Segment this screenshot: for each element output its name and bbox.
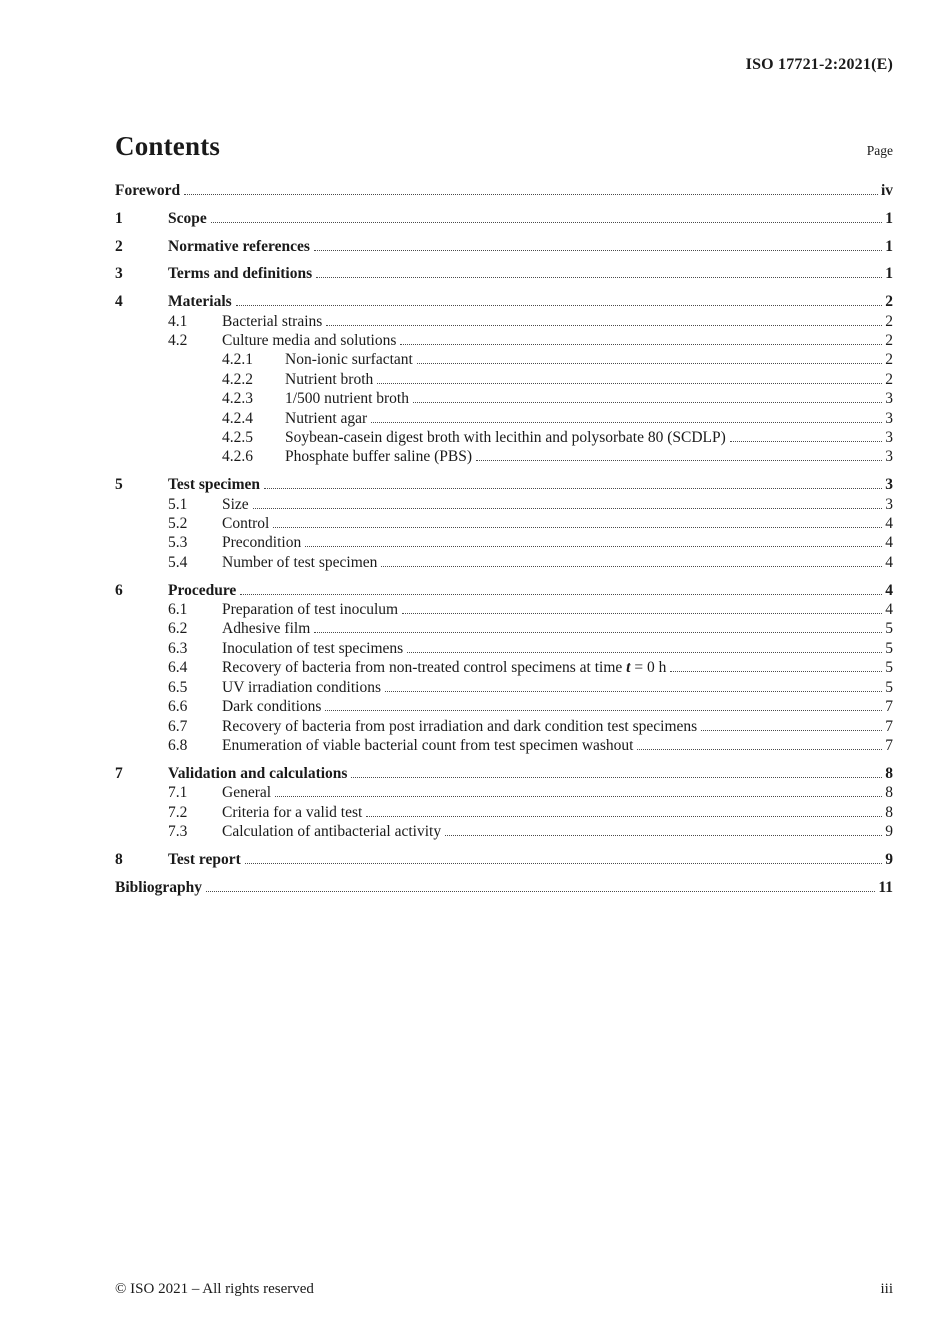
toc-entry-page: 1 [885,209,893,227]
toc-entry [115,237,893,256]
dotted-leader [371,422,882,423]
toc-entry-label: Scope [168,209,207,227]
toc-entry-label: Nutrient broth [285,370,374,388]
toc-entry-page: 3 [885,390,893,408]
toc-entry-label: Normative references [168,237,310,255]
toc-entry-page: 1 [885,237,893,255]
dotted-leader [314,632,882,633]
toc-entry-number: 4.2.2 [222,370,253,388]
toc-entry [115,312,893,331]
toc-entry-number: 6.3 [168,639,188,657]
toc-entry-label: Recovery of bacteria from post irradiation and dark condition test specimens [222,717,698,735]
toc-entry [115,533,893,552]
toc-entry-page: 3 [885,448,893,466]
toc-entry-page: 3 [885,409,893,427]
toc-entry-label: 1/500 nutrient broth [285,390,409,408]
toc-entry [115,292,893,311]
toc-entry-label: Inoculation of test specimens [222,639,404,657]
dotted-leader [325,710,882,711]
toc-entry-number: 5.1 [168,495,188,513]
toc-entry-label-pre: Recovery of bacteria from non-treated control specimens at time [222,659,627,677]
toc-entry-page: 3 [885,495,893,513]
folio-page-number: iii [880,1281,893,1297]
toc-entry-label [222,658,666,677]
toc-entry-page: 5 [885,620,893,638]
table-of-contents [115,181,893,897]
toc-entry-label: Terms and definitions [168,265,313,283]
toc-entry-number: 6.8 [168,736,188,754]
toc-entry-number: 6.2 [168,620,188,638]
toc-entry-page: 5 [885,639,893,657]
dotted-leader [316,277,882,278]
dotted-leader [240,594,882,595]
toc-entry-number: 5.4 [168,553,188,571]
dotted-leader [381,566,882,567]
toc-entry-page: 8 [885,803,893,821]
dotted-leader [273,527,882,528]
toc-entry [115,639,893,658]
contents-title: Contents [115,131,221,161]
toc-entry-number: 3 [115,265,123,283]
toc-entry [115,209,893,228]
copyright-notice: © ISO 2021 – All rights reserved [115,1281,314,1297]
contents-section [115,131,893,897]
dotted-leader [407,652,882,653]
dotted-leader [377,383,882,384]
toc-entry [115,264,893,283]
toc-entry-page: 4 [885,601,893,619]
dotted-leader [366,816,882,817]
toc-entry-number: 6 [115,581,123,599]
dotted-leader [402,613,882,614]
dotted-leader [253,508,883,509]
toc-entry [115,514,893,533]
toc-entry [115,878,893,897]
toc-entry [115,658,893,677]
toc-entry-label: Bacterial strains [222,312,323,330]
toc-entry [115,803,893,822]
toc-entry-number: 7 [115,764,123,782]
toc-entry-label: Dark conditions [222,698,322,716]
toc-entry [115,764,893,783]
toc-entry-page: 4 [885,515,893,533]
toc-entry-number: 8 [115,850,123,868]
toc-entry [115,678,893,697]
toc-entry-page: 11 [878,878,893,896]
toc-entry-label: UV irradiation conditions [222,678,381,696]
toc-entry-page: 1 [885,265,893,283]
toc-entry-label: Size [222,495,249,513]
dotted-leader [305,546,882,547]
toc-entry [115,553,893,572]
toc-entry-number: 4.1 [168,312,188,330]
toc-entry-page: 5 [885,678,893,696]
toc-entry-page: 8 [885,764,893,782]
dotted-leader [400,344,882,345]
toc-entry-label: Procedure [168,581,237,599]
toc-entry [115,331,893,350]
toc-entry-page: iv [880,182,893,199]
toc-entry-label: Bibliography [115,878,202,896]
toc-entry [115,850,893,869]
toc-entry-number: 4.2.4 [222,409,253,427]
toc-entry-label: Soybean-casein digest broth with lecithin and polysorbate 80 (SCDLP) [285,429,726,447]
dotted-leader [211,222,883,223]
toc-entry-number: 5 [115,476,123,494]
toc-entry-label: Culture media and solutions [222,332,397,349]
toc-entry-number: 5.3 [168,534,188,552]
toc-entry-label: Precondition [222,534,302,552]
toc-entry-label: Test report [168,850,241,868]
dotted-leader [476,460,882,461]
toc-entry-page: 7 [885,736,893,754]
toc-entry [115,783,893,802]
toc-entry [115,475,893,494]
toc-entry [115,717,893,736]
toc-entry-page: 5 [885,659,893,677]
toc-entry [115,350,893,369]
dotted-leader [413,402,882,403]
toc-entry [115,181,893,200]
dotted-leader [275,796,882,797]
toc-entry-label: Phosphate buffer saline (PBS) [285,448,472,466]
toc-entry-page: 8 [885,784,893,802]
toc-entry-number: 4.2.3 [222,390,253,408]
toc-entry [115,370,893,389]
toc-entry-page: 2 [885,293,893,311]
toc-entry-number: 6.7 [168,717,188,735]
toc-entry-page: 9 [885,822,893,840]
toc-entry-page: 2 [885,351,893,369]
toc-entry-number: 7.1 [168,784,188,802]
dotted-leader [351,777,882,778]
toc-entry-page: 3 [885,429,893,447]
document-reference: ISO 17721-2:2021(E) [745,56,893,73]
toc-entry [115,581,893,600]
toc-entry-number: 4.2.5 [222,429,253,447]
toc-entry-number: 7.2 [168,803,188,821]
dotted-leader [245,863,882,864]
toc-entry-label: General [222,784,272,802]
dotted-leader [637,749,882,750]
dotted-leader [385,691,882,692]
toc-entry [115,822,893,841]
dotted-leader [326,325,882,326]
toc-entry-page: 4 [885,553,893,571]
dotted-leader [445,835,882,836]
toc-entry-page: 2 [885,312,893,330]
dotted-leader [701,730,882,731]
toc-entry-number: 6.1 [168,601,188,619]
toc-entry-page: 2 [885,370,893,388]
toc-entry-page: 3 [885,476,893,494]
toc-entry [115,495,893,514]
toc-entry-number: 4.2.1 [222,351,253,369]
toc-entry-label-post: = 0 h [630,659,667,677]
toc-entry [115,697,893,716]
toc-entry-label: Adhesive film [222,620,311,638]
toc-entry-number: 6.6 [168,698,188,716]
toc-entry [115,619,893,638]
toc-entry [115,736,893,755]
toc-entry-label: Test specimen [168,476,260,494]
toc-entry-page: 2 [885,332,893,349]
toc-entry-label: Calculation of antibacterial activity [222,822,442,840]
dotted-leader [184,194,878,195]
toc-entry-page: 7 [885,698,893,716]
toc-entry-label: Control [222,515,270,533]
toc-entry-number: 6.5 [168,678,188,696]
dotted-leader [314,250,882,251]
dotted-leader [730,441,882,442]
toc-entry-number: 4.2.6 [222,448,253,466]
dotted-leader [264,488,882,489]
toc-entry-label: Enumeration of viable bacterial count from test specimen washout [222,736,634,754]
toc-entry-number: 4.2 [168,332,188,349]
dotted-leader [206,891,875,892]
toc-entry-number: 4 [115,293,123,311]
toc-entry-number: 6.4 [168,659,188,677]
page-column-label: Page [866,143,893,158]
toc-entry-number: 2 [115,237,123,255]
toc-entry-label: Validation and calculations [168,764,348,782]
toc-entry-label: Criteria for a valid test [222,803,363,821]
toc-entry-number: 1 [115,209,123,227]
toc-entry-page: 4 [885,534,893,552]
toc-entry-label: Number of test specimen [222,553,378,571]
dotted-leader [236,305,883,306]
toc-entry-number: 5.2 [168,515,188,533]
toc-entry-page: 4 [885,581,893,599]
toc-entry-page: 9 [885,850,893,868]
toc-entry-label-em: t [626,659,631,677]
toc-entry [115,600,893,619]
toc-entry-label: Preparation of test inoculum [222,601,399,619]
dotted-leader [417,363,882,364]
toc-entry [115,428,893,447]
page-footer [115,1281,893,1298]
toc-entry-label: Materials [168,293,232,311]
toc-entry-page: 7 [885,717,893,735]
dotted-leader [670,671,882,672]
contents-header [115,131,893,162]
toc-entry-label: Foreword [115,182,181,199]
toc-entry [115,447,893,466]
toc-entry [115,389,893,408]
toc-entry-number: 7.3 [168,822,188,840]
toc-entry-label: Non-ionic surfactant [285,351,413,369]
toc-entry-label: Nutrient agar [285,409,368,427]
toc-entry [115,409,893,428]
